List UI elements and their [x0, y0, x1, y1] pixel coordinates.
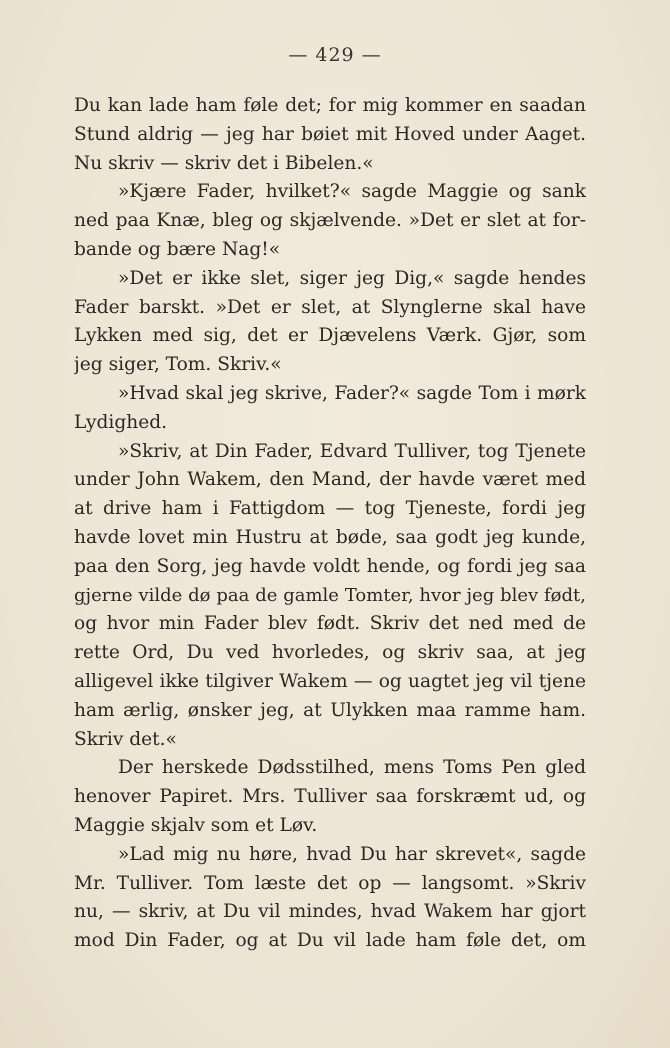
- text-line: paa den Sorg, jeg havde voldt hende, og fordi jeg saa: [74, 555, 586, 577]
- text-line: henover Papiret. Mrs. Tulliver saa forskræmt ud, og: [74, 786, 586, 808]
- body-text: [74, 92, 586, 956]
- text-line: gjerne vilde dø paa de gamle Tomter, hvor jeg blev født,: [74, 584, 586, 606]
- text-line: under John Wakem, den Mand, der havde været med: [74, 469, 586, 491]
- text-line: Fader barskt. »Det er slet, at Slynglerne skal have: [74, 296, 586, 318]
- text-line: Der herskede Dødsstilhed, mens Toms Pen gled: [118, 757, 586, 779]
- text-line: Maggie skjalv som et Løv.: [74, 814, 318, 836]
- text-line: »Hvad skal jeg skrive, Fader?« sagde Tom i mørk: [118, 382, 586, 404]
- text-line: Stund aldrig — jeg har bøiet mit Hoved under Aaget.: [74, 123, 586, 145]
- text-line: Skriv det.«: [74, 728, 177, 750]
- text-line: Mr. Tulliver. Tom læste det op — langsomt. »Skriv: [74, 872, 586, 894]
- text-line: Du kan lade ham føle det; for mig kommer en saadan: [74, 95, 586, 116]
- text-line: jeg siger, Tom. Skriv.«: [74, 354, 282, 376]
- text-line: havde lovet min Hustru at bøde, saa godt jeg kunde,: [74, 526, 586, 548]
- text-line: og hvor min Fader blev født. Skriv det ned med de: [74, 613, 586, 635]
- text-line: rette Ord, Du ved hvorledes, og skriv saa, at jeg: [74, 642, 586, 664]
- text-line: alligevel ikke tilgiver Wakem — og uagtet jeg vil tjene: [74, 670, 586, 692]
- text-line: Lykken med sig, det er Djævelens Værk. Gjør, som: [74, 325, 586, 347]
- text-line: mod Din Fader, og at Du vil lade ham føle det, om: [74, 930, 586, 952]
- page-number: — 429 —: [288, 44, 382, 66]
- text-line: ned paa Knæ, bleg og skjælvende. »Det er slet at for-: [74, 210, 586, 232]
- text-line: nu, — skriv, at Du vil mindes, hvad Wakem har gjort: [74, 901, 586, 923]
- text-line: »Det er ikke slet, siger jeg Dig,« sagde hendes: [118, 267, 586, 289]
- text-line: ham ærlig, ønsker jeg, at Ulykken maa ramme ham.: [74, 699, 586, 721]
- text-line: Lydighed.: [74, 411, 168, 433]
- text-line: Nu skriv — skriv det i Bibelen.«: [74, 152, 374, 174]
- text-line: bande og bære Nag!«: [74, 238, 281, 260]
- text-line: »Lad mig nu høre, hvad Du har skrevet«, sagde: [118, 843, 586, 865]
- text-line: at drive ham i Fattigdom — tog Tjeneste, fordi jeg: [74, 498, 586, 520]
- text-line: »Skriv, at Din Fader, Edvard Tulliver, tog Tjenete: [118, 440, 586, 462]
- text-line: »Kjære Fader, hvilket?« sagde Maggie og sank: [118, 181, 586, 203]
